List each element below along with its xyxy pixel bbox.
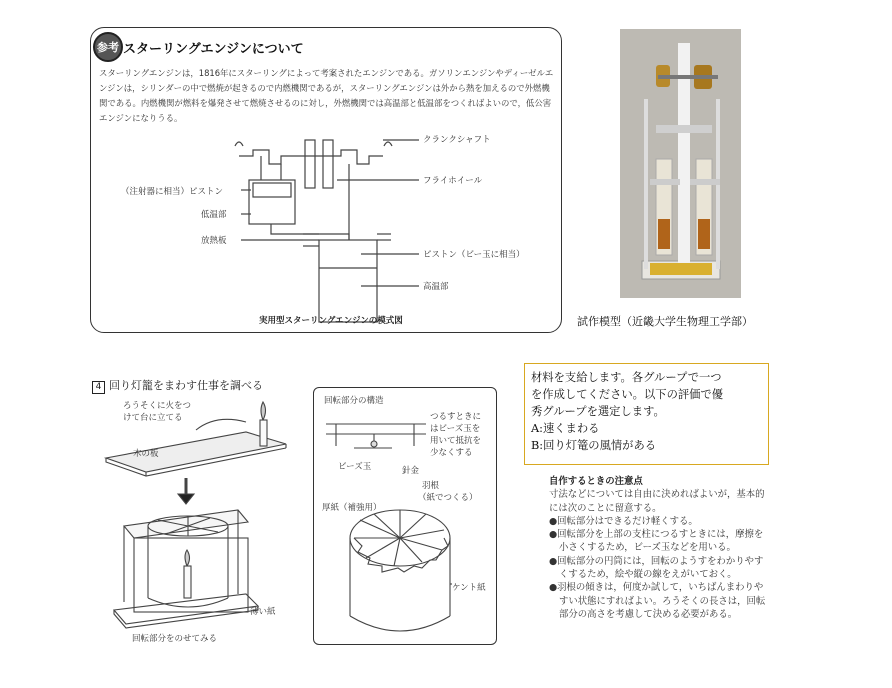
section4-bottom-caption: 回転部分をのせてみる (132, 634, 218, 644)
section4-title (92, 377, 263, 394)
stirling-panel (90, 27, 562, 333)
instruction-box (524, 363, 769, 465)
tip-item: ●回転部分を上部の支柱につるすときには，摩擦を小さくするため，ビーズ玉などを用いる。 (549, 529, 764, 554)
label-piston-left: （注射器に相当）ピストン (121, 187, 224, 197)
photo-caption: 試作模型（近畿大学生物理工学部） (577, 315, 753, 328)
structure-note-1: つるすときに (430, 412, 482, 422)
tip-item: ●回転部分の円筒には，回転のようすをわかりやすくするため，絵や縦の線をえがいておく。 (549, 555, 764, 581)
board-label: 木の板 (133, 449, 159, 459)
structure-title: 回転部分の構造 (324, 396, 384, 406)
label-low-temp: 低温部 (201, 210, 227, 220)
structure-panel (313, 387, 497, 645)
cardboard-label: 厚紙（補強用） (322, 503, 382, 513)
label-high-temp: 高温部 (423, 282, 449, 292)
tip-item: ●羽根の傾きは，何度か試して，いちばんまわりやすい状態にすればよい。ろうそくの長さは，回転部分の高さを考慮して決める必要がある。 (549, 582, 766, 620)
structure-note-3: 用いて抵抗を (430, 436, 482, 446)
instruction-line-3: 秀グループを選定します。 (531, 405, 665, 418)
stirling-title: スターリングエンジンについて (123, 42, 304, 57)
stirling-caption: 実用型スターリングエンジンの模式図 (259, 316, 403, 326)
tips-block (549, 475, 769, 621)
prototype-photo-drawing (620, 29, 741, 298)
blade-label-1: 羽根 (422, 481, 440, 491)
blade-label-2: （紙でつくる） (418, 493, 478, 503)
candle-note-2: けて台に立てる (123, 413, 183, 423)
prototype-photo (620, 29, 741, 298)
kent-paper-label: ケント紙 (452, 583, 486, 593)
structure-note-4: 少なくする (430, 448, 473, 458)
label-flywheel: フライホイール (423, 176, 483, 186)
thin-paper-label: 薄い紙 (250, 607, 276, 617)
stirling-paragraph: スターリングエンジンは，1816年にスターリングによって考案されたエンジンである。ガソリンエンジンやディーゼルエンジンは，シリンダーの中で燃焼が起きるので内燃機関であるが，スターリングエンジンは外から熱を加えるので外燃機関である。内燃機関が燃料を爆発させて燃焼させるのに対し，外燃機関では高温部と低温部をつくればよいので，低公害エンジンになりうる。 (99, 68, 554, 123)
tips-intro: 寸法などについては自由に決めればよいが，基本的には次のことに留意する。 (549, 489, 765, 514)
reference-badge: 参考 (93, 32, 123, 62)
instruction-line-1: 材料を支給します。各グループで一つ (531, 371, 722, 384)
tip-item: ●回転部分はできるだけ軽くする。 (549, 515, 698, 527)
section4-title-text: 回り灯籠をまわす仕事を調べる (109, 379, 263, 392)
candle-note-1: ろうそくに火をつ (123, 401, 192, 411)
label-crankshaft: クランクシャフト (423, 135, 491, 145)
criterion-b: B:回り灯篭の風情がある (531, 439, 657, 452)
tips-heading: 自作するときの注意点 (549, 476, 643, 487)
needle-label: 針金 (402, 466, 420, 476)
structure-note-2: はビーズ玉を (430, 424, 481, 434)
label-piston-right: ピストン（ビー玉に相当） (423, 250, 525, 260)
stirling-diagram (91, 28, 561, 332)
structure-diagram (314, 388, 496, 644)
section4-number: 4 (92, 381, 105, 394)
label-heat-sink: 放熱板 (201, 236, 227, 246)
criterion-a: A:速くまわる (531, 422, 600, 435)
instruction-line-2: を作成してください。以下の評価で優 (531, 388, 724, 401)
bead-label: ビーズ玉 (338, 462, 372, 472)
